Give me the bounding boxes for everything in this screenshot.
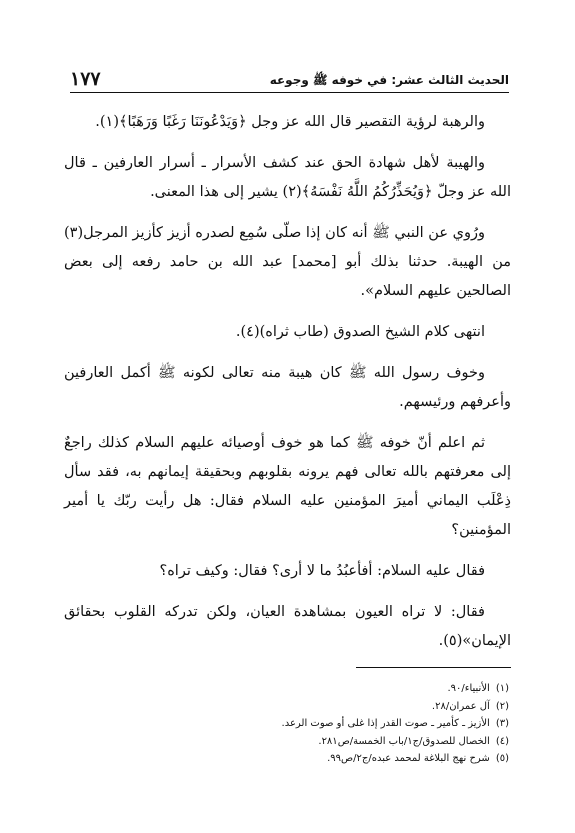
footnote — [60, 680, 509, 698]
footnote-text: الأزيز ـ كأمير ـ صوت القدر إذا غلى أو صوت الرعد. — [281, 718, 490, 729]
running-title: الحديث الثالث عشر: في خوفه ﷺ وجوعه — [269, 73, 509, 87]
paragraph: والهيبة لأهل شهادة الحق عند كشف الأسرار ـ أسرار العارفين ـ قال الله عز وجلّ ﴿وَيُحَذِّرُكُمُ اللَّهُ نَفْسَهُ﴾(٢) يشير إلى هذا المعنى. — [64, 155, 511, 200]
footnote-text: الخصال للصدوق/ج١/باب الخمسة/ص٢٨١. — [318, 735, 490, 747]
paragraph: والرهبة لرؤية التقصير قال الله عز وجل ﴿وَيَدْعُونَنَا رَغَبًا وَرَهَبًا﴾(١). — [95, 114, 485, 130]
paragraph: وخوف رسول الله ﷺ كان هيبة منه تعالى لكونه ﷺ أكمل العارفين وأعرفهم ورئيسهم. — [64, 365, 511, 410]
paragraph: ثم اعلم أنّ خوفه ﷺ كما هو خوف أوصيائه عليهم السلام كذلك راجعٌ إلى معرفتهم بالله تعالى فهم يرونه بقلوبهم وبحقيقة إيمانهم به، فقد سأل ذِعْلَب اليماني أميرَ المؤمنين عليه السلام فقال: هل رأيت ربّك يا أمير المؤمنين؟ — [64, 435, 511, 538]
footnote — [60, 733, 509, 751]
footnote-number: (٣) — [495, 718, 509, 729]
footnote-text: آل عمران/٢٨. — [431, 700, 490, 712]
footnote — [60, 750, 509, 768]
footnote — [60, 698, 509, 716]
body-text — [64, 108, 511, 668]
footnote-number: (٤) — [495, 735, 509, 747]
footnote — [60, 715, 509, 733]
paragraph: ورُوي عن النبي ﷺ أنه كان إذا صلّى سُمِع لصدره أزيز كأزيز المرجل(٣) من الهيبة. حدثنا بذلك أبو [محمد] عبد الله بن حامد رفعه إلى بعض الصالحين عليهم السلام». — [64, 225, 511, 299]
footnote-number: (٢) — [495, 700, 509, 712]
running-header — [70, 62, 509, 90]
footnotes-rule — [356, 667, 511, 668]
footnote-text: شرح نهج البلاغة لمحمد عبده/ج٢/ص٩٩. — [327, 753, 490, 764]
page-number: ١٧٧ — [70, 68, 101, 90]
paragraph: انتهى كلام الشيخ الصدوق (طاب ثراه)(٤). — [235, 324, 485, 340]
paragraph: فقال عليه السلام: أفأعبُدُ ما لا أرى؟ فقال: وكيف تراه؟ — [159, 563, 485, 579]
footnote-number: (٥) — [495, 753, 509, 764]
footnote-number: (١) — [495, 683, 509, 694]
paragraph: فقال: لا تراه العيون بمشاهدة العيان، ولكن تدركه القلوب بحقائق الإيمان»(٥). — [64, 604, 511, 649]
footnote-text: الأنبياء/٩٠. — [447, 683, 490, 694]
footnotes — [60, 680, 509, 768]
header-rule — [70, 92, 509, 93]
